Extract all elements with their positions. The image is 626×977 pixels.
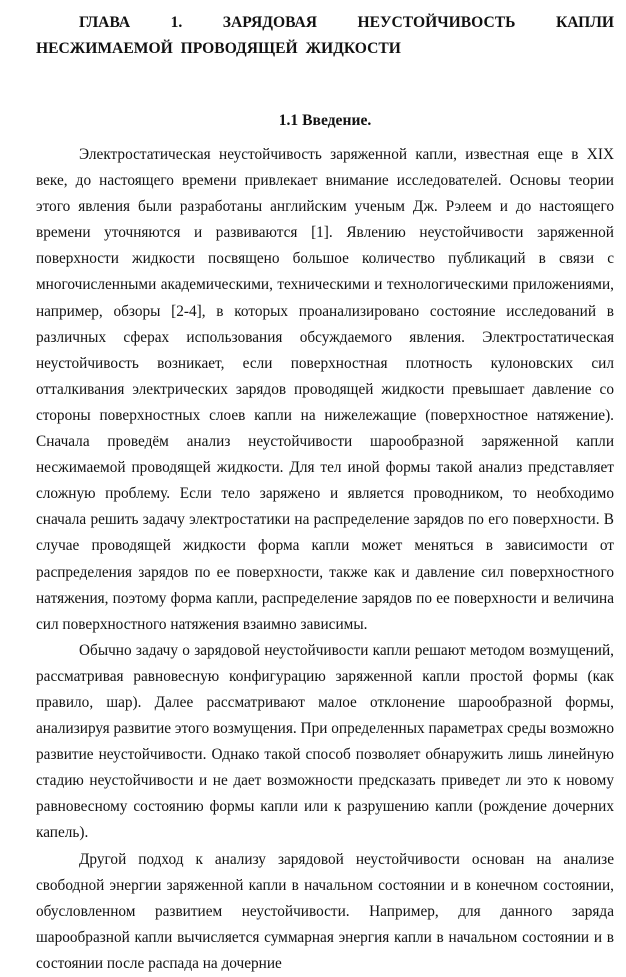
paragraph-2: Обычно задачу о зарядовой неустойчивости капли решают методом возмущений, рассматривая равновесную конфигурацию заряженной капли простой формы (как правило, шар). Далее рассматривают малое отклонение шарообразной формы, анализируя развитие этого возмущения. При определенных параметрах среды возможно развитие неустойчивости. Однако такой способ позволяет обнаружить лишь линейную стадию неустойчивости и не дает возможности предсказать приведет ли это к новому равновесному состоянию формы капли или к разрушению капли (рождение дочерних капель). xyxy=(36,641,614,842)
chapter-title: ГЛАВА 1. ЗАРЯДОВАЯ НЕУСТОЙЧИВОСТЬ КАПЛИ НЕСЖИМАЕМОЙ ПРОВОДЯЩЕЙ ЖИДКОСТИ xyxy=(36,14,614,57)
section-heading: 1.1 Введение. xyxy=(278,112,372,129)
paragraph-1: Электростатическая неустойчивость заряженной капли, известная еще в XIX веке, до настоящего времени привлекает внимание исследователей. Основы теории этого явления были разработаны английским ученым Дж. Рэлеем и до настоящего времени уточняются и развиваются [1]. Явлению неустойчивости заряженной поверхности жидкости посвящено большое количество публикаций в связи с многочисленными академическими, техническими и технологическими приложениями, например, обзоры [2-4], в которых проанализировано состояние исследований в различных сферах использования обсуждаемого явления. Электростатическая неустойчивость возникает, если поверхностная плотность кулоновских сил отталкивания электрических зарядов проводящей жидкости превышает давление со стороны поверхностных слоев капли на нижележащие (поверхностное натяжение). Сначала проведём анализ неустойчивости шарообразной заряженной капли несжимаемой проводящей жидкости. Для тел иной формы такой анализ представляет сложную проблему. Если тело заряжено и является проводником, то необходимо сначала решить задачу электростатики на распределение зарядов по его поверхности. В случае проводящей жидкости форма капли может меняться в зависимости от распределения зарядов по ее поверхности, также как и давление сил поверхностного натяжения, поэтому форма капли, распределение зарядов по ее поверхности и величина сил поверхностного натяжения взаимно зависимы. xyxy=(36,146,614,633)
document-page xyxy=(36,10,614,977)
paragraph-3: Другой подход к анализу зарядовой неустойчивости основан на анализе свободной энергии заряженной капли в начальном состоянии и в конечном состоянии, обусловленном развитием неустойчивости. Например, для данного заряда шарообразной капли вычисляется суммарная энергия капли в начальном состоянии и в состоянии после распада на дочерние xyxy=(36,850,614,972)
